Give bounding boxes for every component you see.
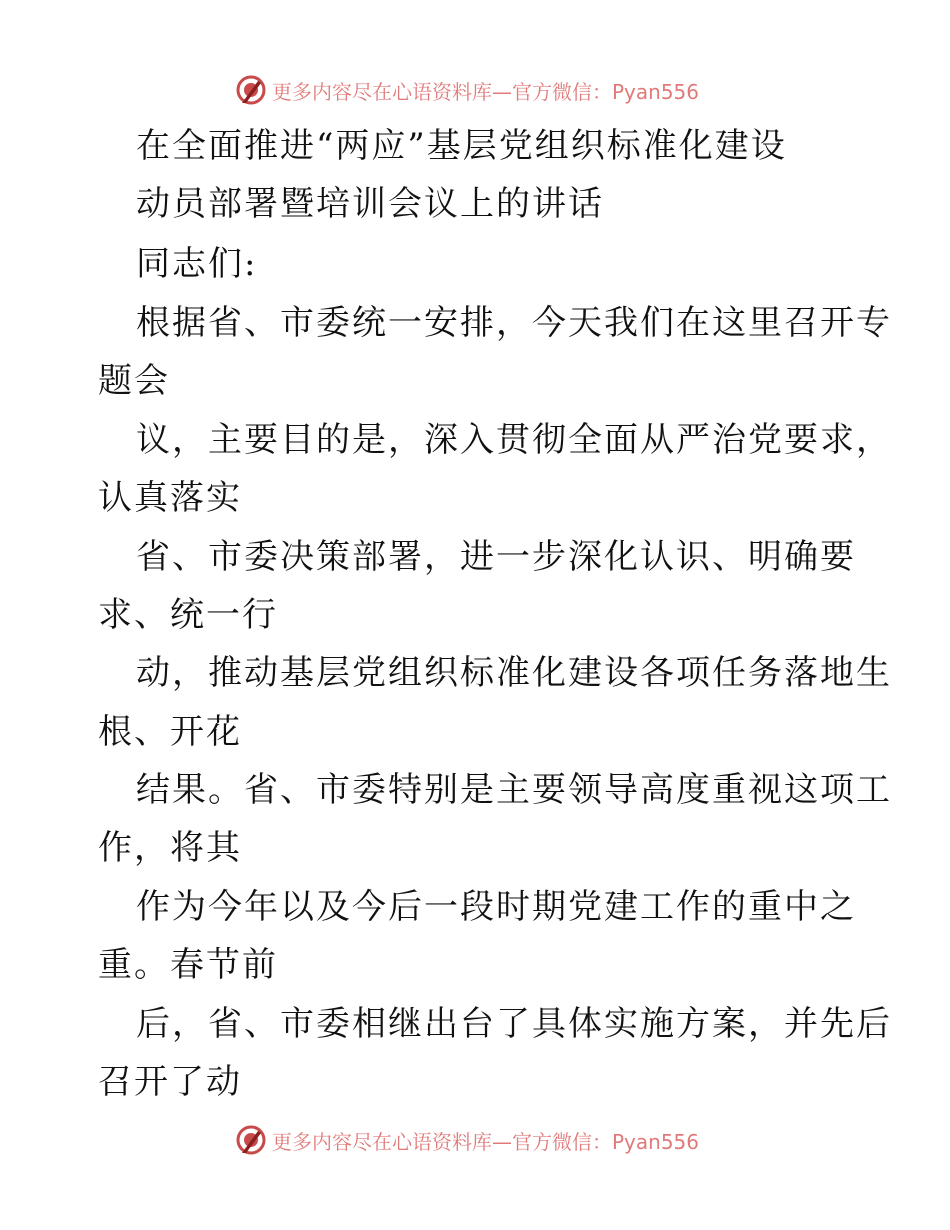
paragraph-line: 认真落实 xyxy=(98,478,242,518)
paragraph-line: 议，主要目的是，深入贯彻全面从严治党要求， xyxy=(136,420,892,460)
paragraph-line: 求、统一行 xyxy=(98,595,278,635)
header-banner xyxy=(234,72,699,108)
paragraph-line: 动，推动基层党组织标准化建设各项任务落地生 xyxy=(136,653,892,693)
paragraph-line: 召开了动 xyxy=(98,1062,242,1102)
paragraph-line: 根据省、市委统一安排，今天我们在这里召开专 xyxy=(136,303,892,343)
doc-title-line-1: 在全面推进“两应”基层党组织标准化建设 xyxy=(136,126,787,166)
paragraph-line: 重。春节前 xyxy=(98,945,278,985)
paragraph-line: 题会 xyxy=(98,361,170,401)
header-banner-text: 更多内容尽在心语资料库—官方微信：Pyan556 xyxy=(272,79,700,104)
quill-pen-logo-icon xyxy=(234,1123,268,1157)
salutation: 同志们: xyxy=(136,244,258,284)
paragraph-line: 作，将其 xyxy=(98,828,242,868)
footer-banner-text: 更多内容尽在心语资料库—官方微信：Pyan556 xyxy=(272,1129,700,1154)
paragraph-line: 后，省、市委相继出台了具体实施方案，并先后 xyxy=(136,1004,892,1044)
paragraph-line: 根、开花 xyxy=(98,712,242,752)
doc-title-line-2: 动员部署暨培训会议上的讲话 xyxy=(136,184,604,224)
quill-pen-logo-icon xyxy=(234,73,268,107)
paragraph-line: 结果。省、市委特别是主要领导高度重视这项工 xyxy=(136,770,892,810)
footer-banner xyxy=(234,1122,699,1158)
paragraph-line: 省、市委决策部署，进一步深化认识、明确要 xyxy=(136,537,856,577)
paragraph-line: 作为今年以及今后一段时期党建工作的重中之 xyxy=(136,887,856,927)
